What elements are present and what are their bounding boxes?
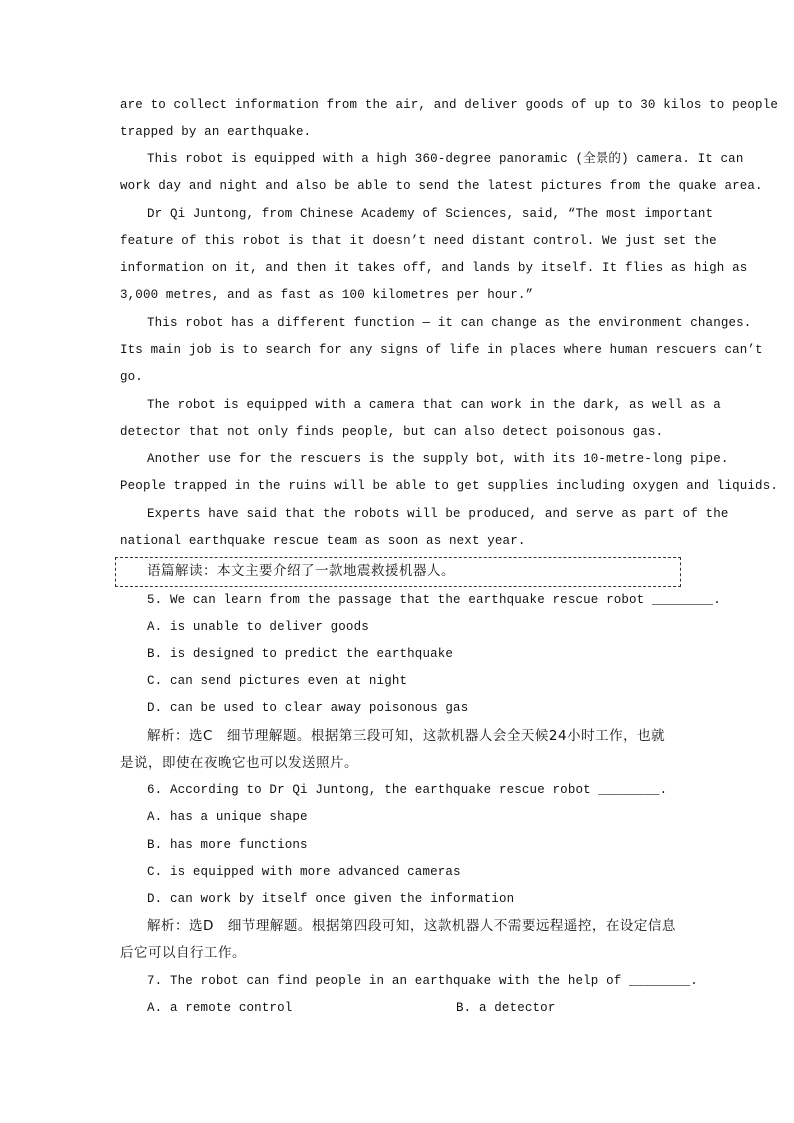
question-5-option-b: B. is designed to predict the earthquake (147, 647, 454, 661)
passage-line: go. (120, 370, 143, 384)
question-7-option-b: B. a detector (456, 1001, 556, 1015)
passage-line: work day and night and also be able to send the latest pictures from the quake area. (120, 179, 763, 193)
question-6-stem: 6. According to Dr Qi Juntong, the earthquake rescue robot ________. (147, 783, 668, 797)
passage-line: information on it, and then it takes off, and lands by itself. It flies as high as (120, 261, 748, 275)
passage-line: are to collect information from the air, and deliver goods of up to 30 kilos to people (120, 98, 779, 112)
question-6-option-b: B. has more functions (147, 838, 308, 852)
passage-line: Its main job is to search for any signs of life in places where human rescuers can’t (120, 343, 763, 357)
question-6-option-a: A. has a unique shape (147, 810, 308, 824)
question-5-analysis: 解析：选C 细节理解题。根据第三段可知，这款机器人会全天候24小时工作，也就 (147, 728, 666, 744)
question-5-option-d: D. can be used to clear away poisonous gas (147, 701, 469, 715)
passage-line: This robot is equipped with a high 360-degree panoramic (全景的) camera. It can (147, 152, 744, 166)
question-5-option-a: A. is unable to deliver goods (147, 620, 369, 634)
question-5-analysis: 是说，即使在夜晚它也可以发送照片。 (120, 755, 358, 771)
passage-line: People trapped in the ruins will be able to get supplies including oxygen and liquids. (120, 479, 779, 493)
passage-line: Experts have said that the robots will be produced, and serve as part of the (147, 507, 729, 521)
question-7-option-a: A. a remote control (147, 1001, 293, 1015)
question-6-analysis: 解析：选D 细节理解题。根据第四段可知，这款机器人不需要远程遥控，在设定信息 (147, 918, 676, 934)
question-5-option-c: C. can send pictures even at night (147, 674, 408, 688)
passage-line: national earthquake rescue team as soon as next year. (120, 534, 526, 548)
passage-line: feature of this robot is that it doesn’t need distant control. We just set the (120, 234, 717, 248)
question-5-stem: 5. We can learn from the passage that the earthquake rescue robot ________. (147, 593, 721, 607)
question-6-analysis: 后它可以自行工作。 (120, 945, 246, 961)
passage-line: This robot has a different function — it can change as the environment changes. (147, 316, 752, 330)
passage-line: detector that not only finds people, but can also detect poisonous gas. (120, 425, 664, 439)
passage-line: Another use for the rescuers is the supply bot, with its 10-metre-long pipe. (147, 452, 729, 466)
passage-line: 3,000 metres, and as fast as 100 kilometres per hour.” (120, 288, 534, 302)
question-6-option-d: D. can work by itself once given the information (147, 892, 515, 906)
question-6-option-c: C. is equipped with more advanced cameras (147, 865, 461, 879)
question-7-stem: 7. The robot can find people in an earthquake with the help of ________. (147, 974, 698, 988)
passage-line: Dr Qi Juntong, from Chinese Academy of Sciences, said, “The most important (147, 207, 714, 221)
passage-line: The robot is equipped with a camera that can work in the dark, as well as a (147, 398, 721, 412)
summary-text: 语篇解读：本文主要介绍了一款地震救援机器人。 (147, 563, 455, 579)
passage-line: trapped by an earthquake. (120, 125, 312, 139)
